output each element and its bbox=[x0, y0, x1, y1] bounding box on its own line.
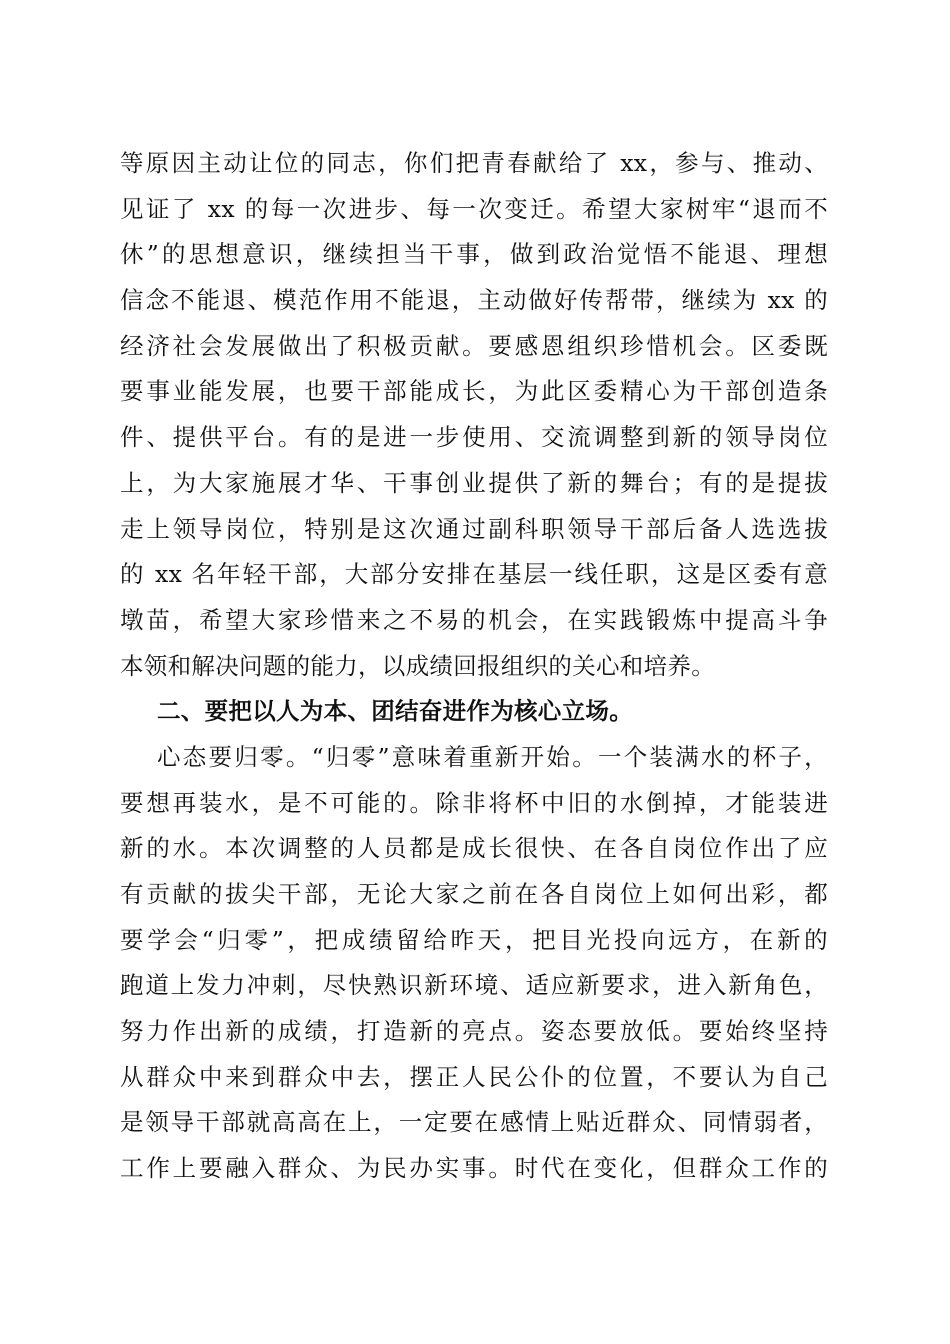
text-line: 经济社会发展做出了积极贡献。要感恩组织珍惜机会。区委既 bbox=[120, 331, 828, 360]
text-line: 件、提供平台。有的是进一步使用、交流调整到新的领导岗位 bbox=[120, 423, 828, 452]
text-line: 是领导干部就高高在上，一定要在感情上贴近群众、同情弱者， bbox=[120, 1108, 828, 1137]
text-line: 新的水。本次调整的人员都是成长很快、在各自岗位作出了应 bbox=[120, 834, 828, 863]
text-line: 信念不能退、模范作用不能退，主动做好传帮带，继续为 xx 的 bbox=[120, 286, 828, 315]
text-line: 工作上要融入群众、为民办实事。时代在变化，但群众工作的 bbox=[120, 1154, 828, 1183]
text-line: 有贡献的拔尖干部，无论大家之前在各自岗位上如何出彩，都 bbox=[120, 880, 828, 908]
text-line: 本领和解决问题的能力，以成绩回报组织的关心和培养。 bbox=[120, 651, 715, 680]
text-line: 要学会“归零”，把成绩留给昨天，把目光投向远方，在新的 bbox=[120, 925, 828, 954]
text-line: 走上领导岗位，特别是这次通过副科职领导干部后备人选选拔 bbox=[120, 514, 828, 543]
text-line: 要想再装水，是不可能的。除非将杯中旧的水倒掉，才能装进 bbox=[120, 788, 828, 817]
paragraph-2 bbox=[120, 735, 828, 1192]
text-line: 心态要归零。“归零”意味着重新开始。一个装满水的杯子， bbox=[157, 742, 828, 771]
section-heading: 二、要把以人为本、团结奋进作为核心立场。 bbox=[157, 697, 633, 726]
text-line: 休”的思想意识，继续担当干事，做到政治觉悟不能退、理想 bbox=[120, 240, 828, 269]
text-line: 等原因主动让位的同志，你们把青春献给了 xx，参与、推动、 bbox=[120, 149, 828, 177]
text-line: 要事业能发展，也要干部能成长，为此区委精心为干部创造条 bbox=[120, 377, 828, 406]
paragraph-1 bbox=[120, 141, 828, 689]
text-line: 努力作出新的成绩，打造新的亮点。姿态要放低。要始终坚持 bbox=[120, 1017, 828, 1046]
text-line: 跑道上发力冲刺，尽快熟识新环境、适应新要求，进入新角色， bbox=[120, 971, 828, 1000]
text-line: 上，为大家施展才华、干事创业提供了新的舞台；有的是提拔 bbox=[120, 468, 828, 497]
document-body bbox=[120, 141, 828, 1192]
text-line: 见证了 xx 的每一次进步、每一次变迁。希望大家树牢“退而不 bbox=[120, 194, 828, 223]
text-line: 墩苗，希望大家珍惜来之不易的机会，在实践锻炼中提高斗争 bbox=[120, 605, 828, 634]
text-line: 从群众中来到群众中去，摆正人民公仆的位置，不要认为自己 bbox=[120, 1062, 828, 1091]
text-line: 的 xx 名年轻干部，大部分安排在基层一线任职，这是区委有意 bbox=[120, 560, 828, 589]
